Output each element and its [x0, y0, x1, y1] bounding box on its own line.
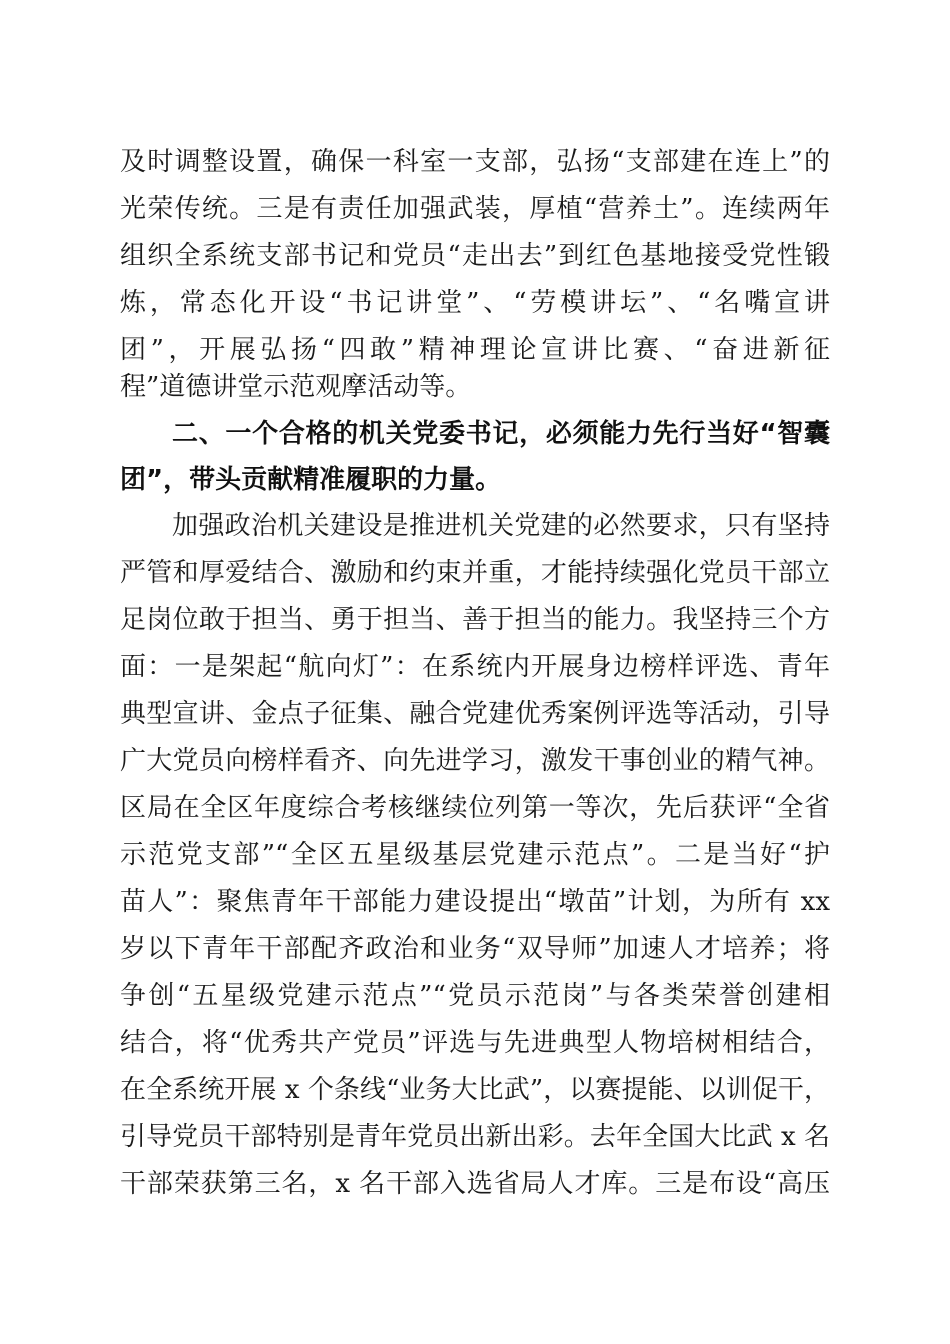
text-line: 面：一是架起“航向灯”：在系统内开展身边榜样评选、青年 [120, 652, 830, 682]
text-line: 岁以下青年干部配齐政治和业务“双导师”加速人才培养；将 [120, 934, 830, 964]
text-line: 争创“五星级党建示范点”“党员示范岗”与各类荣誉创建相 [120, 981, 830, 1011]
text-line: 示范党支部”“全区五星级基层党建示范点”。二是当好“护 [120, 840, 830, 870]
heading-line: 团”，带头贡献精准履职的力量。 [120, 465, 502, 495]
text-line: 加强政治机关建设是推进机关党建的必然要求，只有坚持 [172, 511, 830, 541]
text-line: 团”，开展弘扬“四敢”精神理论宣讲比赛、“奋进新征 [120, 335, 830, 365]
text-line: 足岗位敢于担当、勇于担当、善于担当的能力。我坚持三个方 [120, 605, 830, 635]
text-line: 典型宣讲、金点子征集、融合党建优秀案例评选等活动，引导 [120, 699, 830, 729]
text-line: 程”道德讲堂示范观摩活动等。 [120, 372, 472, 402]
text-line: 及时调整设置，确保一科室一支部，弘扬“支部建在连上”的 [120, 147, 830, 177]
text-line: 光荣传统。三是有责任加强武装，厚植“营养土”。连续两年 [120, 194, 830, 224]
text-line: 组织全系统支部书记和党员“走出去”到红色基地接受党性锻 [120, 241, 830, 271]
text-line: 在全系统开展 x 个条线“业务大比武”，以赛提能、以训促干， [120, 1075, 830, 1105]
text-line: 苗人”：聚焦青年干部能力建设提出“墩苗”计划，为所有 xx [120, 887, 830, 917]
text-line: 干部荣获第三名，x 名干部入选省局人才库。三是布设“高压 [120, 1169, 830, 1199]
text-line: 严管和厚爱结合、激励和约束并重，才能持续强化党员干部立 [120, 558, 830, 588]
text-line: 结合，将“优秀共产党员”评选与先进典型人物培树相结合， [120, 1028, 830, 1058]
text-line: 炼，常态化开设“书记讲堂”、“劳模讲坛”、“名嘴宣讲 [120, 288, 830, 318]
text-line: 广大党员向榜样看齐、向先进学习，激发干事创业的精气神。 [120, 746, 830, 776]
text-line: 区局在全区年度综合考核继续位列第一等次，先后获评“全省 [120, 793, 830, 823]
heading-line: 二、一个合格的机关党委书记，必须能力先行当好“智囊 [172, 419, 830, 449]
text-line: 引导党员干部特别是青年党员出新出彩。去年全国大比武 x 名 [120, 1122, 830, 1152]
